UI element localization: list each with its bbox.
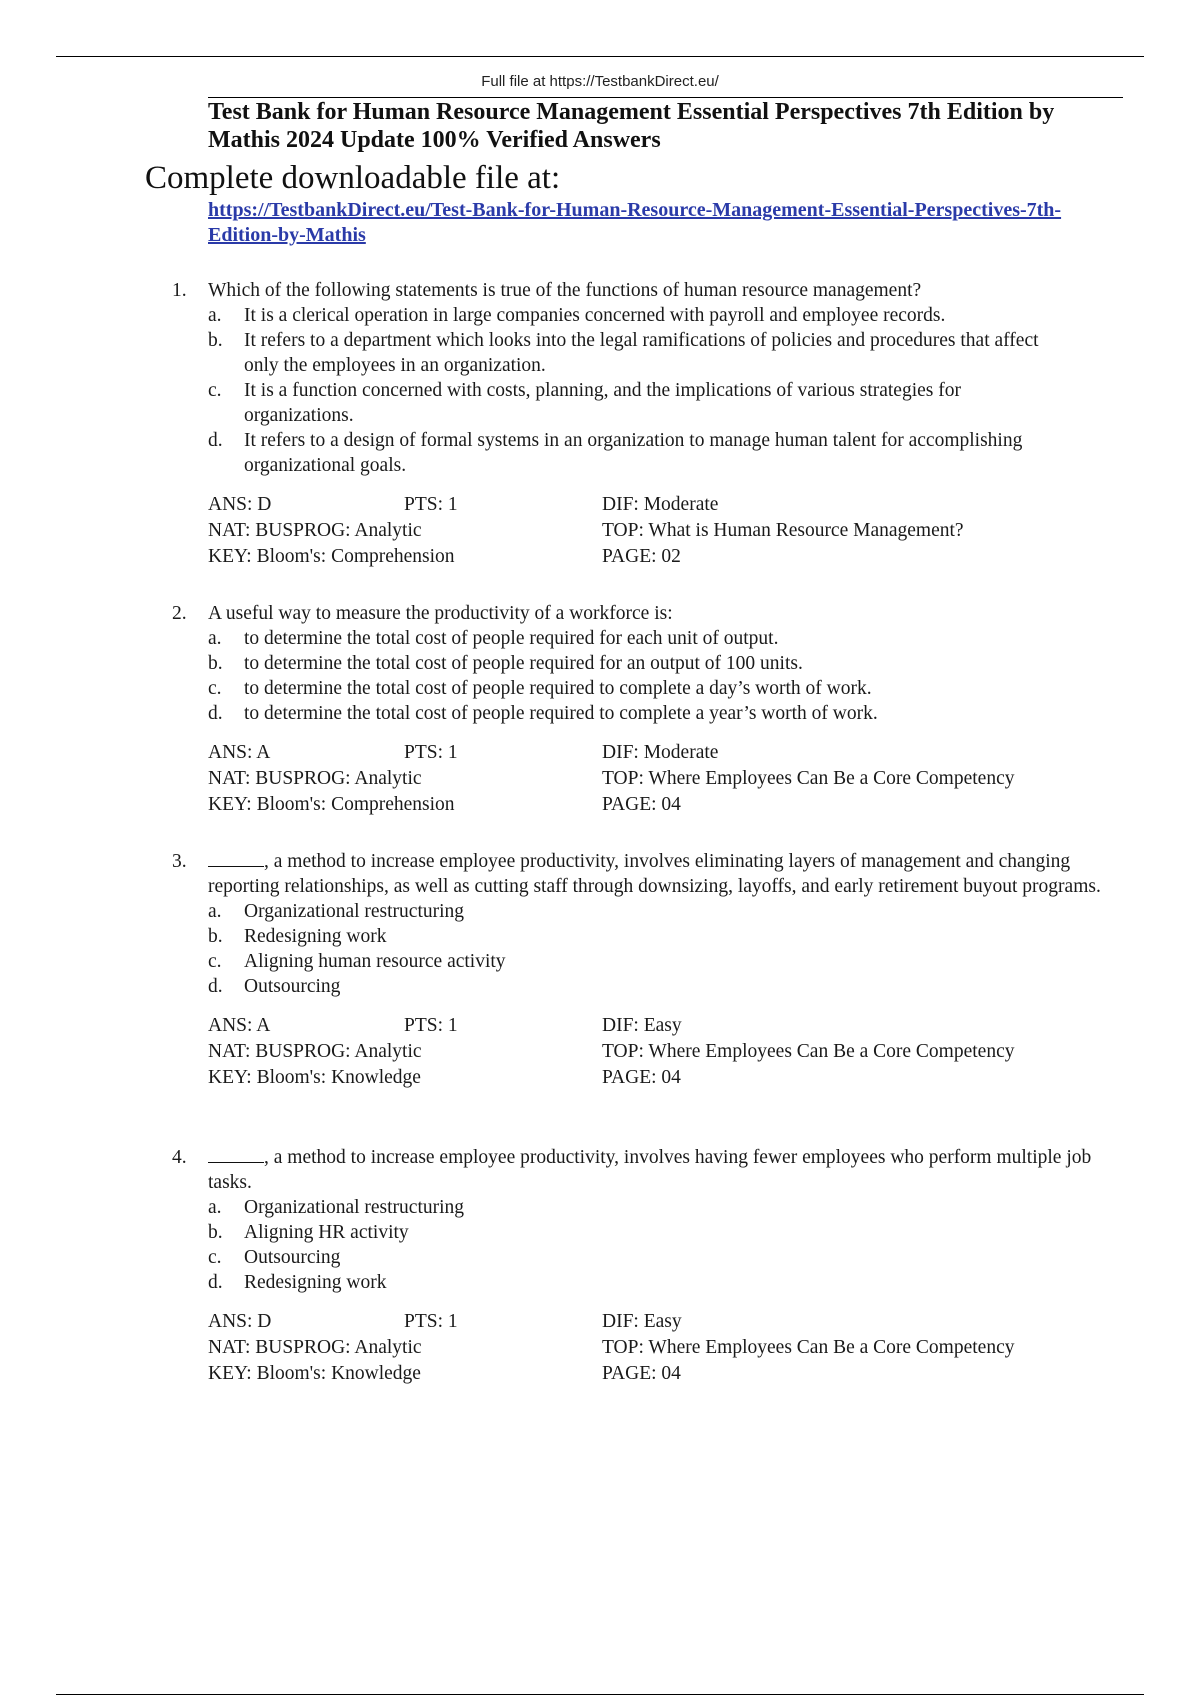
option-b: b. to determine the total cost of people required for an output of 100 units. — [208, 653, 803, 674]
topic-value: TOP: Where Employees Can Be a Core Competency — [602, 1337, 1015, 1358]
answer-metadata — [208, 740, 1200, 818]
question-stem: , a method to increase employee productivity, involves having fewer employees who perform multiple job tasks. — [208, 1147, 1092, 1193]
option-b: b. Aligning HR activity — [208, 1222, 409, 1243]
answer-blank — [208, 1145, 264, 1163]
question-4 — [0, 1145, 1200, 1387]
option-d: d. to determine the total cost of people required to complete a year’s worth of work. — [208, 703, 878, 724]
key-value: KEY: Bloom's: Comprehension — [208, 546, 455, 567]
option-c: c. It is a function concerned with costs, planning, and the implications of various strategies for organizations. — [208, 380, 961, 426]
answer-blank — [208, 849, 264, 867]
document-title: Test Bank for Human Resource Management Essential Perspectives 7th Edition by Mathis 2024 Update 100% Verified Answers — [208, 99, 1055, 153]
answer-value: ANS: D — [208, 494, 272, 515]
nat-value: NAT: BUSPROG: Analytic — [208, 1337, 422, 1358]
option-c: c. to determine the total cost of people required to complete a day’s worth of work. — [208, 678, 872, 699]
option-b: b. Redesigning work — [208, 926, 387, 947]
page-value: PAGE: 04 — [602, 794, 681, 815]
question-1 — [0, 278, 1200, 570]
question-stem: A useful way to measure the productivity of a workforce is: — [208, 603, 673, 624]
answer-value: ANS: D — [208, 1311, 272, 1332]
question-stem-container — [208, 849, 1103, 899]
question-number: 3. — [172, 851, 187, 872]
nat-value: NAT: BUSPROG: Analytic — [208, 768, 422, 789]
question-number: 4. — [172, 1147, 187, 1168]
option-list — [0, 1195, 1200, 1295]
topic-value: TOP: What is Human Resource Management? — [602, 520, 964, 541]
question-3 — [0, 849, 1200, 1091]
download-link[interactable]: https://TestbankDirect.eu/Test-Bank-for-Human-Resource-Management-Essential-Perspectives-7th-Edition-by-Mathis — [208, 199, 1062, 246]
page-value: PAGE: 02 — [602, 546, 681, 567]
key-value: KEY: Bloom's: Knowledge — [208, 1067, 421, 1088]
option-a: a. Organizational restructuring — [208, 1197, 465, 1218]
option-a: a. It is a clerical operation in large companies concerned with payroll and employee records. — [208, 305, 946, 326]
option-d: d. It refers to a design of formal systems in an organization to manage human talent for accomplishing organizational goals. — [208, 430, 1023, 476]
difficulty-value: DIF: Easy — [602, 1015, 682, 1036]
page-value: PAGE: 04 — [602, 1363, 681, 1384]
question-stem: Which of the following statements is true of the functions of human resource management? — [208, 280, 922, 301]
difficulty-value: DIF: Moderate — [602, 494, 719, 515]
question-stem: , a method to increase employee productivity, involves eliminating layers of management and changing reporting relationships, as well as cutting staff through downsizing, layoffs, and early retirement buyout programs. — [208, 851, 1101, 897]
question-2 — [0, 601, 1200, 818]
points-value: PTS: 1 — [404, 742, 458, 763]
option-list — [0, 899, 1200, 999]
key-value: KEY: Bloom's: Knowledge — [208, 1363, 421, 1384]
question-number: 2. — [172, 603, 187, 624]
difficulty-value: DIF: Easy — [602, 1311, 682, 1332]
answer-metadata — [208, 1309, 1200, 1387]
answer-value: ANS: A — [208, 1015, 271, 1036]
topic-value: TOP: Where Employees Can Be a Core Competency — [602, 768, 1015, 789]
bottom-rule — [56, 1694, 1144, 1695]
nat-value: NAT: BUSPROG: Analytic — [208, 520, 422, 541]
page-value: PAGE: 04 — [602, 1067, 681, 1088]
option-d: d. Outsourcing — [208, 976, 341, 997]
nat-value: NAT: BUSPROG: Analytic — [208, 1041, 422, 1062]
topic-value: TOP: Where Employees Can Be a Core Competency — [602, 1041, 1015, 1062]
points-value: PTS: 1 — [404, 494, 458, 515]
key-value: KEY: Bloom's: Comprehension — [208, 794, 455, 815]
difficulty-value: DIF: Moderate — [602, 742, 719, 763]
question-stem-container — [208, 1145, 1103, 1195]
option-a: a. Organizational restructuring — [208, 901, 465, 922]
option-c: c. Aligning human resource activity — [208, 951, 506, 972]
top-rule — [56, 56, 1144, 57]
download-heading: Complete downloadable file at: — [145, 160, 561, 196]
site-note: Full file at https://TestbankDirect.eu/ — [481, 73, 719, 90]
option-list — [0, 303, 1200, 478]
option-b: b. It refers to a department which looks into the legal ramifications of policies and procedures that affect only the employees in an organization. — [208, 330, 1039, 376]
points-value: PTS: 1 — [404, 1311, 458, 1332]
points-value: PTS: 1 — [404, 1015, 458, 1036]
option-list — [0, 626, 1200, 726]
option-d: d. Redesigning work — [208, 1272, 387, 1293]
answer-metadata — [208, 492, 1200, 570]
answer-value: ANS: A — [208, 742, 271, 763]
option-a: a. to determine the total cost of people required for each unit of output. — [208, 628, 779, 649]
option-c: c. Outsourcing — [208, 1247, 341, 1268]
question-number: 1. — [172, 280, 187, 301]
answer-metadata — [208, 1013, 1200, 1091]
